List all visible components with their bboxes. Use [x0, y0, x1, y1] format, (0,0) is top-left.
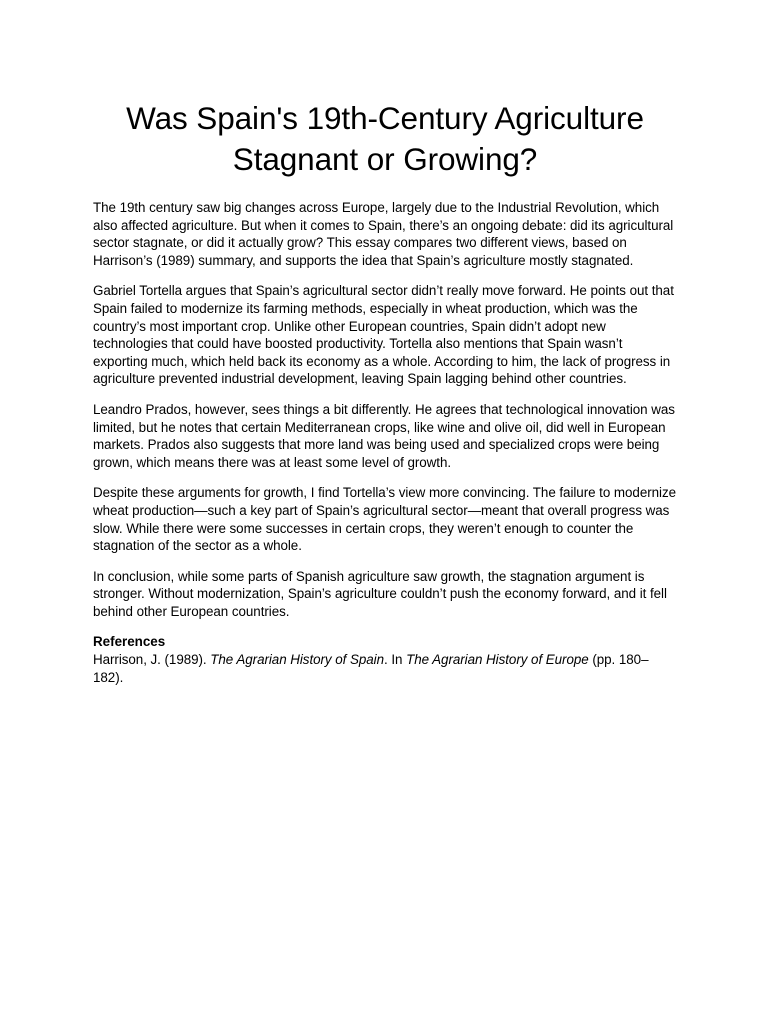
paragraph-evaluation: Despite these arguments for growth, I find Tortella’s view more convincing. The failure to modernize wheat production—such a key part of Spain’s agricultural sector—meant that overall progress was slow. While there were some successes in certain crops, they weren’t enough to counter the stagnation of the sector as a whole. [93, 485, 676, 554]
title-line-1: Was Spain's 19th-Century Agriculture [126, 100, 644, 136]
paragraph-tortella: Gabriel Tortella argues that Spain’s agricultural sector didn’t really move forward. He points out that Spain failed to modernize its farming methods, especially in wheat production, which was the country’s most important crop. Unlike other European countries, Spain didn’t adopt new technologies that could have boosted productivity. Tortella also mentions that Spain wasn’t exporting much, which held back its economy as a whole. According to him, the lack of progress in agriculture prevented industrial development, leaving Spain lagging behind other countries. [93, 283, 674, 387]
reference-book-title: The Agrarian History of Europe [406, 652, 589, 668]
paragraph-intro: The 19th century saw big changes across Europe, largely due to the Industrial Revolution, which also affected agriculture. But when it comes to Spain, there’s an ongoing debate: did its agricultural sector stagnate, or did it actually grow? This essay compares two different views, based on Harrison’s (1989) summary, and supports the idea that Spain’s agriculture mostly stagnated. [93, 200, 674, 268]
paragraph-conclusion: In conclusion, while some parts of Spanish agriculture saw growth, the stagnation argument is stronger. Without modernization, Spain’s agriculture couldn’t push the economy forward, and it fell behind other European countries. [93, 568, 667, 619]
references-heading: References [93, 634, 166, 650]
reference-chapter-title: The Agrarian History of Spain [210, 652, 384, 668]
reference-in-word: . In [383, 652, 403, 668]
reference-author-year: Harrison, J. (1989). [93, 652, 207, 668]
page-title [93, 98, 677, 180]
title-line-2: Stagnant or Growing? [232, 141, 538, 177]
paragraph-prados: Leandro Prados, however, sees things a bit differently. He agrees that technological innovation was limited, but he notes that certain Mediterranean crops, like wine and olive oil, did well in European markets. Prados also suggests that more land was being used and specialized crops were being grown, which means there was at least some level of growth. [93, 401, 675, 470]
document-page [93, 98, 677, 686]
references-section [93, 633, 677, 686]
essay-body [93, 199, 677, 686]
reference-pages: (pp. 180–182). [93, 652, 649, 685]
reference-entry [93, 651, 677, 686]
